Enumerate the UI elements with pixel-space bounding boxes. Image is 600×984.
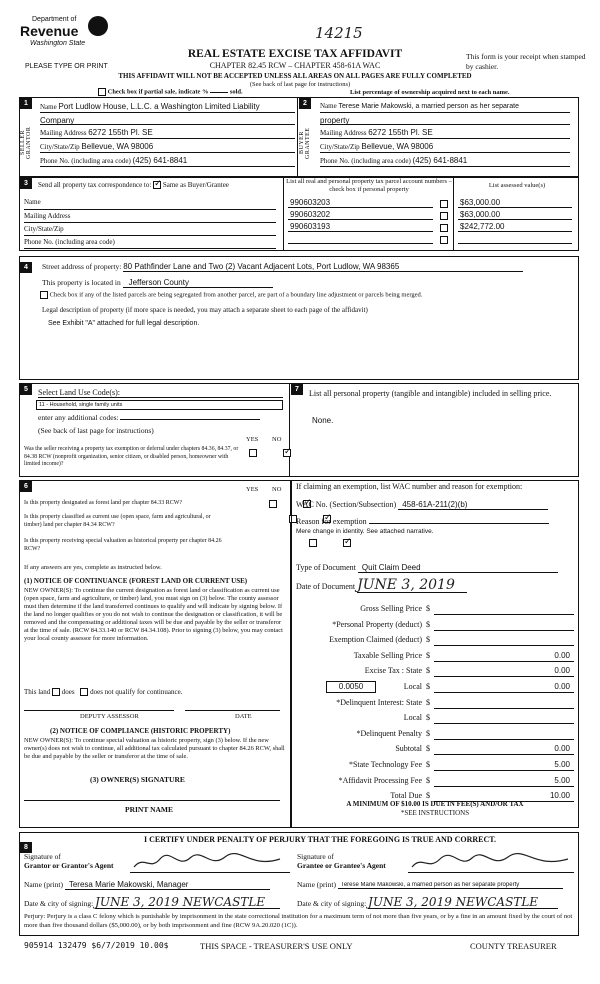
tax-row: Total Due $ 10.00 (296, 789, 574, 805)
tax-corr-fields (24, 198, 276, 249)
grantee-sig-label (297, 852, 386, 870)
property-box (19, 256, 579, 380)
see-back: (See back of last page for instructions) (249, 81, 351, 88)
segregated-row (40, 291, 422, 299)
tax-label: Gross Selling Price (360, 604, 422, 613)
section-7-badge: 7 (291, 384, 303, 395)
same-as-buyer-label: Same as Buyer/Grantee (162, 181, 229, 189)
buyer-name-label: Name (320, 102, 337, 110)
tax-row: Excise Tax : State $ 0.00 (296, 664, 574, 680)
grantor-date-row (24, 896, 280, 909)
agency-line2: Revenue (20, 23, 79, 39)
assessed-value: $242,772.00 (460, 222, 505, 231)
owner-signature-label: (3) OWNER(S) SIGNATURE (90, 775, 185, 784)
local-rate: 0.0050 (326, 681, 376, 693)
land-does-checkbox[interactable] (52, 688, 60, 696)
buyer-name: Terese Marie Makowski, a married person as her separate (338, 103, 519, 110)
grantee-print-name: Terese Marie Makowski, a married person as her separate property (338, 882, 563, 889)
land-use-see-back: (See back of last page for instructions) (38, 426, 154, 435)
parcel-number: 990603202 (290, 210, 331, 219)
tax-corr-address-label: Mailing Address (24, 210, 276, 223)
tax-label: *State Technology Fee (348, 759, 422, 769)
exemption-question: Was the seller receiving a property tax exemption or deferral under chapters 84.36, 84.37, or 84.38 RCW (nonprofit organization, senior citizen, or disabled person, homeowner with limited income)? (24, 446, 239, 467)
buyer-name2: property (320, 116, 350, 125)
seller-block (40, 102, 295, 167)
land-use-no: NO (272, 436, 282, 443)
land-does-label: does (61, 688, 75, 696)
assessed-header: List assessed value(s) (488, 182, 546, 189)
tax-label: Local (403, 713, 422, 723)
grantee-sig-label1: Signature of (297, 852, 334, 861)
county-row (42, 278, 273, 288)
tax-rows (296, 602, 574, 805)
grantor-date-label: Date & city of signing: (24, 899, 94, 908)
personal-property-checkbox[interactable] (440, 236, 448, 244)
treasurer-receipt: 905914 132479 $6/7/2019 10.00$ (24, 941, 169, 950)
grantee-date-row (297, 896, 558, 909)
parcel-list (288, 196, 574, 244)
form-chapter: CHAPTER 82.45 RCW – CHAPTER 458-61A WAC (209, 61, 381, 70)
grantor-signature-scribble (130, 853, 290, 871)
buyer-city-label: City/State/Zip (320, 143, 360, 151)
seller-name2: Company (40, 116, 75, 125)
legal-description: See Exhibit "A" attached for full legal description. (48, 320, 200, 327)
reason-label: Reason for exemption (296, 517, 367, 526)
tax-value (434, 729, 574, 740)
reason-row (296, 517, 549, 526)
tax-row: *Personal Property (deduct) $ (296, 618, 574, 634)
tax-value: 5.00 (434, 760, 574, 771)
section-2-badge: 2 (299, 98, 311, 109)
assessed-value: $63,000.00 (460, 210, 501, 219)
tax-label: *Delinquent Interest: State (336, 697, 422, 707)
grantor-print-row (24, 880, 270, 890)
parcel-number: 990603203 (290, 198, 331, 207)
tax-value (434, 620, 574, 631)
seller-address-label: Mailing Address (40, 129, 87, 137)
tax-corr-text: Send all property tax correspondence to: (38, 181, 152, 189)
personal-property-value: None. (312, 416, 334, 425)
seller-address: 6272 155th Pl. SE (88, 128, 153, 137)
tax-label: Taxable Selling Price (353, 650, 422, 660)
seller-name-label: Name (40, 103, 57, 111)
buyer-phone-label: Phone No. (including area code) (320, 157, 411, 165)
partial-sale-checkbox[interactable] (98, 88, 106, 96)
notice1-text: NEW OWNER(S): To continue the current designation as forest land or classification as current use (open space, farm and agriculture, or timber) land, you must sign on (3) below. The county assessor must then determine if the land transferred continues to qualify and will indicate by signing below. If the land no longer qualifies or you do not wish to continue the designation or classification, it will be removed and the compensating or additional taxes will be due and payable by the seller or transferor at the time of sale. (RCW 84.33.140 or RCW 84.34.108). Prior to signing (3) below, you may contact your local county assessor for more information. (24, 587, 283, 642)
county-treasurer: COUNTY TREASURER (470, 941, 557, 951)
parcel-row (288, 196, 574, 208)
tax-row: *State Technology Fee $ 5.00 (296, 758, 574, 774)
deputy-date-label: DATE (235, 713, 252, 720)
grantor-print-name: Teresa Marie Makowski, Manager (65, 880, 270, 890)
personal-property-checkbox[interactable] (440, 200, 448, 208)
grantee-date-label: Date & city of signing: (297, 899, 367, 908)
minimum-due: A MINIMUM OF $10.00 IS DUE IN FEE(S) AND/OR TAX (346, 800, 524, 808)
grantor-sig-label1: Signature of (24, 852, 61, 861)
section-8-badge: 8 (20, 842, 32, 853)
doc-type-row (296, 563, 558, 573)
tax-row: 0.0050 Local $ 0.00 (296, 680, 574, 696)
street-address: 80 Pathfinder Lane and Two (2) Vacant Adjacent Lots, Port Ludlow, WA 98365 (123, 262, 523, 272)
parcel-number: 990603193 (290, 222, 331, 231)
tax-corr-city-label: City/State/Zip (24, 223, 276, 236)
grantee-sig-label2: Grantee or Grantee's Agent (297, 861, 386, 870)
grantee-print-row (297, 880, 563, 889)
agency-line3: Washington State (30, 40, 86, 47)
tax-row: *Delinquent Penalty $ (296, 727, 574, 743)
section-3-badge: 3 (20, 178, 32, 189)
stamp-number: 14215 (315, 24, 363, 42)
tax-value: 0.00 (434, 651, 574, 662)
this-land-row (24, 688, 182, 696)
exemption-label: If claiming an exemption, list WAC number and reason for exemption: (296, 482, 523, 491)
tax-label: *Personal Property (deduct) (332, 619, 422, 629)
notice1-title: (1) NOTICE OF CONTINUANCE (FOREST LAND OR CURRENT USE) (24, 577, 248, 585)
parcel-header: List all real and personal property tax parcel account numbers – check box if personal property (286, 178, 452, 193)
land-does-not-label: does not qualify for continuance. (90, 688, 183, 696)
owner-signature-line[interactable] (24, 800, 280, 801)
tax-row: Gross Selling Price $ (296, 602, 574, 618)
grantee-signature-scribble (408, 853, 574, 871)
parcel-row (288, 208, 574, 220)
reason-value: Mere change in identity. See attached narrative. (296, 528, 434, 535)
forest-q2: Is this property classified as current use (open space, farm and agricultural, or timber) land per chapter 84.34 RCW? (24, 514, 211, 528)
tax-value: 0.00 (434, 666, 574, 677)
tax-row: Exemption Claimed (deduct) $ (296, 633, 574, 649)
doc-type-value: Quit Claim Deed (358, 563, 558, 573)
section-6-badge: 6 (20, 481, 32, 492)
parcel-row (288, 220, 574, 232)
exemption-no-checkbox[interactable] (283, 449, 291, 457)
tax-corr-label (38, 181, 229, 189)
same-as-buyer-checkbox[interactable] (153, 181, 161, 189)
land-use-select[interactable]: 11 - Household, single family units (36, 400, 283, 410)
county-value: Jefferson County (123, 278, 273, 288)
grantor-sig-label2: Grantor or Grantor's Agent (24, 861, 114, 870)
notice2-title: (2) NOTICE OF COMPLIANCE (HISTORIC PROPERTY) (50, 727, 231, 735)
tax-row: *Delinquent Interest: State $ (296, 696, 574, 712)
form-title: REAL ESTATE EXCISE TAX AFFIDAVIT (187, 48, 403, 60)
tax-value: 5.00 (434, 776, 574, 787)
buyer-phone: (425) 641-8841 (412, 156, 468, 165)
perjury-text: Perjury: Perjury is a class C felony which is punishable by imprisonment in the state correctional institution for a maximum term of not more than five years, or by a fine in an amount fixed by the court of not more than five thousand dollars ($5,000.00), or by both imprisonment and fine (RCW 9A.20.020 (1C)). (24, 913, 573, 929)
segregated-label: Check box if any of the listed parcels are being segregated from another parcel, are part of a boundary line adjustment or parcels being merged. (49, 291, 423, 299)
section-1-badge: 1 (20, 98, 32, 109)
doc-type-label: Type of Document (296, 563, 356, 572)
seller-name: Port Ludlow House, L.L.C. a Washington Limited Liability (58, 102, 260, 111)
section-5-badge: 5 (20, 384, 32, 395)
wac-value: 458-61A-211(2)(b) (398, 500, 548, 510)
tax-corr-name-label: Name (24, 198, 276, 210)
tax-value: 0.00 (434, 682, 574, 693)
wac-row (296, 500, 548, 510)
form-warning: THIS AFFIDAVIT WILL NOT BE ACCEPTED UNLESS ALL AREAS ON ALL PAGES ARE FULLY COMPLETED (118, 72, 472, 80)
forest-yes: YES (246, 486, 259, 493)
forest-q3: Is this property receiving special valuation as historical property per chapter 84.26 RCW? (24, 538, 222, 552)
treasurer-space: THIS SPACE - TREASURER'S USE ONLY (200, 941, 353, 951)
tax-value (434, 713, 574, 724)
grantor-signature[interactable] (130, 859, 290, 873)
receipt-note: This form is your receipt when stamped by cashier. (466, 52, 586, 71)
section-4-badge: 4 (20, 262, 32, 273)
partial-sale-label: Check box if partial sale, indicate % (107, 88, 209, 96)
county-label: This property is located in (42, 278, 121, 287)
certify-title: I CERTIFY UNDER PENALTY OF PERJURY THAT THE FOREGOING IS TRUE AND CORRECT. (143, 835, 496, 844)
tax-label: *Delinquent Penalty (356, 728, 422, 738)
list-percentage: List percentage of ownership acquired next to each name. (350, 89, 510, 96)
grantor-sig-label (24, 852, 114, 870)
sold-label: sold. (229, 88, 243, 96)
legal-label: Legal description of property (if more space is needed, you may attach a separate sheet to each page of the affidavit) (42, 306, 368, 314)
tax-value (434, 635, 574, 646)
tax-value: 0.00 (434, 744, 574, 755)
forest-q1: Is this property designated as forest land per chapter 84.33 RCW? (24, 500, 183, 506)
land-does-not-checkbox[interactable] (80, 688, 88, 696)
additional-codes (38, 413, 260, 422)
seller-city-label: City/State/Zip (40, 143, 80, 151)
tax-row: *Affidavit Processing Fee $ 5.00 (296, 774, 574, 790)
street-label: Street address of property: (42, 262, 122, 271)
tax-value: 10.00 (434, 791, 574, 802)
forest-no: NO (272, 486, 282, 493)
tax-label: Total Due (390, 791, 422, 801)
segregated-checkbox[interactable] (40, 291, 48, 299)
parcel-row (288, 232, 574, 244)
tax-row: Local $ (296, 711, 574, 727)
buyer-block (320, 102, 570, 167)
tax-row: Taxable Selling Price $ 0.00 (296, 649, 574, 665)
this-land-label: This land (24, 688, 51, 696)
tax-label: *Affidavit Processing Fee (338, 775, 422, 785)
doc-date-label: Date of Document (296, 582, 356, 591)
partial-sale (98, 88, 243, 96)
seller-phone: (425) 641-8841 (132, 156, 188, 165)
tax-corr-phone-label: Phone No. (including area code) (24, 236, 276, 249)
seller-city: Bellevue, WA 98006 (81, 142, 154, 151)
agency-line1: Department of (32, 16, 77, 23)
forest-q1-yes[interactable] (269, 500, 277, 508)
buyer-city: Bellevue, WA 98006 (361, 142, 434, 151)
exemption-yes-checkbox[interactable] (249, 449, 257, 457)
tax-label: Excise Tax : State (364, 666, 422, 676)
tax-label: Local (403, 681, 422, 691)
tax-row: Subtotal $ 0.00 (296, 742, 574, 758)
doc-date-row (296, 578, 467, 593)
personal-property-label: List all personal property (tangible and intangible) included in selling price. (309, 389, 552, 398)
please-type: PLEASE TYPE OR PRINT (25, 63, 108, 70)
notice2-text: NEW OWNER(S): To continue special valuation as historic property, sign (3) below. If the new owner(s) does not wish to continue, all additional tax calculated pursuant to chapter 84.26 RCW, shall be due and payable by the seller or transferor at the time of sale. (24, 737, 285, 760)
additional-codes-label: enter any additional codes: (38, 413, 119, 422)
buyer-side-label: BUYER GRANTEE (299, 127, 311, 159)
deputy-assessor-label: DEPUTY ASSESSOR (80, 713, 139, 720)
print-name-label: PRINT NAME (125, 805, 173, 814)
land-use-label: Select Land Use Code(s): (38, 388, 283, 398)
grantor-date-value: JUNE 3, 2019 NEWCASTLE (95, 896, 280, 909)
grantee-date-value: JUNE 3, 2019 NEWCASTLE (368, 896, 558, 909)
grantee-print-label: Name (print) (297, 880, 336, 889)
land-use-yes: YES (246, 436, 259, 443)
assessed-value: $63,000.00 (460, 198, 501, 207)
tax-value (434, 604, 574, 615)
see-instructions: *SEE INSTRUCTIONS (400, 809, 470, 817)
tax-label: Exemption Claimed (deduct) (329, 635, 422, 645)
seller-phone-label: Phone No. (including area code) (40, 157, 131, 165)
personal-property-checkbox[interactable] (440, 212, 448, 220)
grantee-signature[interactable] (408, 859, 574, 873)
street-row (42, 262, 572, 272)
forest-if-yes: If any answers are yes, complete as instructed below. (24, 564, 162, 571)
personal-property-checkbox[interactable] (440, 224, 448, 232)
tax-value (434, 698, 574, 709)
buyer-address: 6272 155th Pl. SE (368, 128, 433, 137)
doc-date-value: JUNE 3, 2019 (357, 578, 467, 593)
tax-label: Subtotal (395, 744, 422, 754)
seller-side-label: SELLER GRANTOR (20, 126, 32, 160)
buyer-address-label: Mailing Address (320, 129, 367, 137)
wac-label: WAC No. (Section/Subsection) (296, 500, 397, 509)
revenue-seal-icon (88, 16, 108, 36)
grantor-print-label: Name (print) (24, 880, 63, 889)
